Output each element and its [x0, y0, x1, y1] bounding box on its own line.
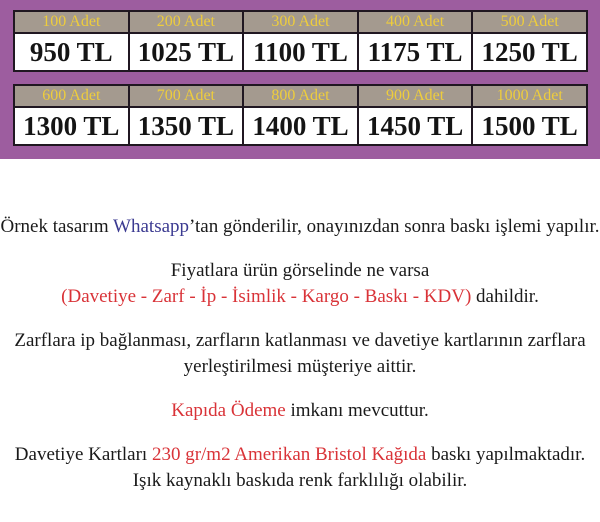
info-paragraph — [0, 398, 600, 424]
price-column — [15, 12, 128, 70]
qty-header-cell: 1000 Adet — [473, 86, 586, 108]
text-segment: (Davetiye - Zarf - İp - İsimlik - Kargo - Baskı - KDV) — [61, 286, 472, 307]
price-column — [15, 86, 128, 144]
price-column — [242, 12, 357, 70]
price-cell: 1350 TL — [130, 108, 243, 144]
text-segment: 230 gr/m2 Amerikan Bristol Kağıda — [151, 444, 427, 465]
price-column — [128, 86, 243, 144]
qty-header-cell: 100 Adet — [15, 12, 128, 34]
price-column — [357, 12, 472, 70]
qty-header-cell: 700 Adet — [130, 86, 243, 108]
price-column — [471, 86, 586, 144]
qty-header-cell: 500 Adet — [473, 12, 586, 34]
text-segment: imkanı mevcuttur. — [285, 400, 429, 421]
price-cell: 1400 TL — [244, 108, 357, 144]
price-column — [471, 12, 586, 70]
price-cell: 1300 TL — [15, 108, 128, 144]
price-table-row-1 — [13, 10, 588, 72]
qty-header-cell: 300 Adet — [244, 12, 357, 34]
info-paragraph — [0, 258, 600, 310]
price-banner — [0, 0, 600, 159]
price-cell: 1250 TL — [473, 34, 586, 70]
text-segment: ’tan gönderilir, onayınızdan sonra baskı işlemi yapılır. — [189, 216, 600, 237]
price-cell: 1100 TL — [244, 34, 357, 70]
price-column — [357, 86, 472, 144]
text-segment: baskı yapılmaktadır. — [426, 444, 586, 465]
qty-header-cell: 200 Adet — [130, 12, 243, 34]
price-cell: 1500 TL — [473, 108, 586, 144]
qty-header-cell: 400 Adet — [359, 12, 472, 34]
qty-header-cell: 900 Adet — [359, 86, 472, 108]
info-paragraph — [0, 328, 600, 380]
price-cell: 950 TL — [15, 34, 128, 70]
text-segment: dahildir. — [471, 286, 539, 307]
qty-header-cell: 600 Adet — [15, 86, 128, 108]
text-segment: Fiyatlara ürün görselinde ne varsa — [170, 260, 430, 281]
text-segment: Işık kaynaklı baskıda renk farklılığı olabilir. — [132, 470, 468, 491]
info-text — [0, 159, 600, 494]
price-cell: 1450 TL — [359, 108, 472, 144]
price-cell: 1175 TL — [359, 34, 472, 70]
price-table-row-2 — [13, 84, 588, 146]
price-cell: 1025 TL — [130, 34, 243, 70]
text-segment: Kapıda Ödeme — [171, 400, 286, 421]
text-segment: Örnek tasarım — [0, 216, 114, 237]
text-segment: Whatsapp — [113, 216, 190, 237]
text-segment: yerleştirilmesi müşteriye aittir. — [183, 356, 417, 377]
info-paragraph — [0, 214, 600, 240]
text-segment: Davetiye Kartları — [14, 444, 152, 465]
price-column — [242, 86, 357, 144]
info-paragraph — [0, 442, 600, 494]
price-column — [128, 12, 243, 70]
text-segment: Zarflara ip bağlanması, zarfların katlanması ve davetiye kartlarının zarflara — [14, 330, 586, 351]
qty-header-cell: 800 Adet — [244, 86, 357, 108]
